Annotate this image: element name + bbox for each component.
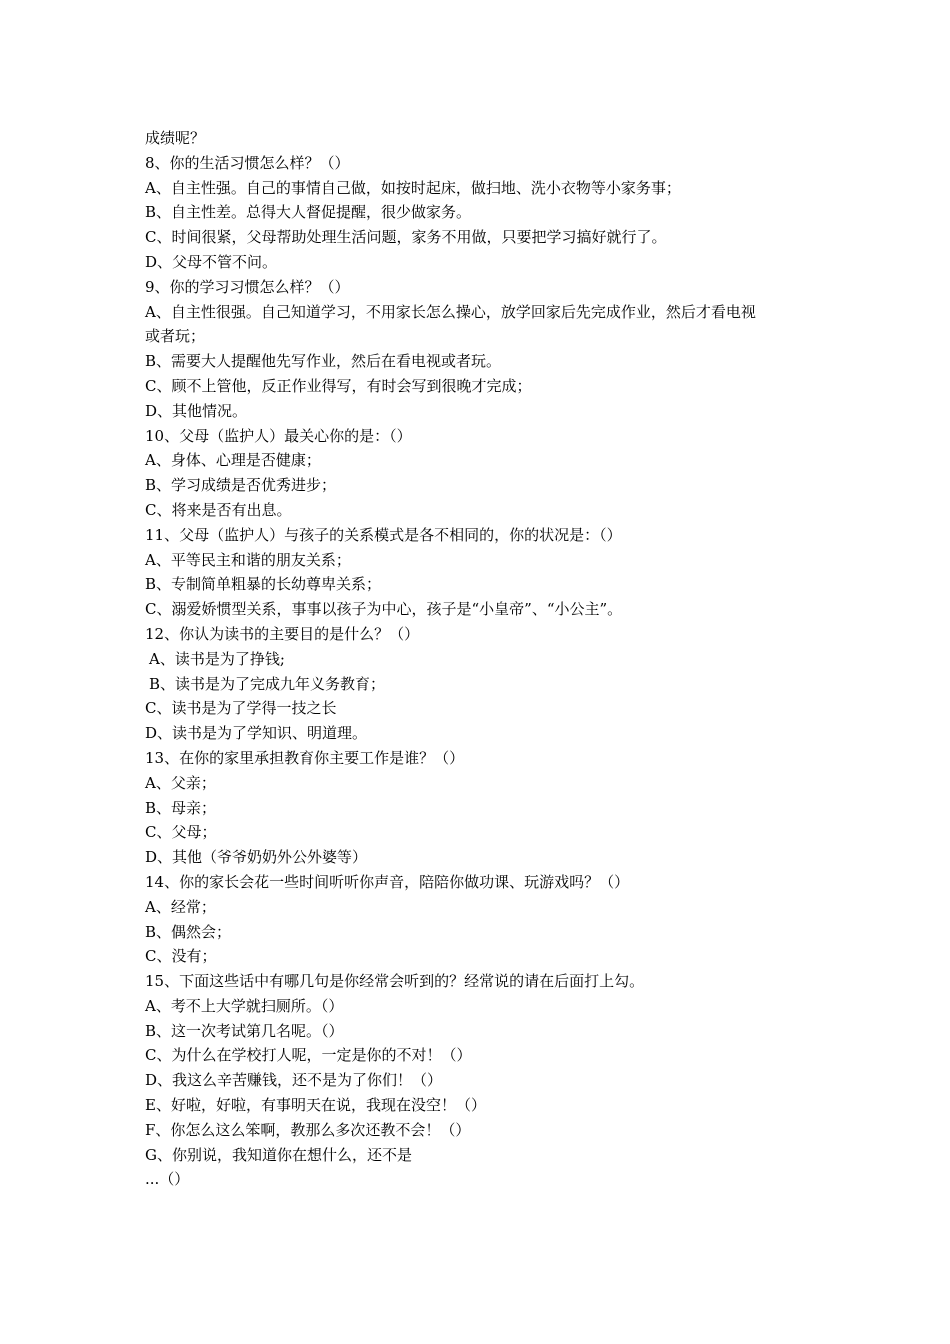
option-line: B、需要大人提醒他先写作业，然后在看电视或者玩。 xyxy=(145,352,502,371)
option-line: C、父母； xyxy=(145,823,217,842)
option-line: C、将来是否有出息。 xyxy=(145,500,292,519)
option-line: B、母亲； xyxy=(145,798,217,817)
text-line: 成绩呢？ xyxy=(145,129,206,147)
option-line: A、经常； xyxy=(145,897,216,916)
option-line: C、没有； xyxy=(145,947,217,966)
question-9: 9、你的学习习惯怎么样？（） xyxy=(145,277,350,296)
option-line: C、顾不上管他，反正作业得写，有时会写到很晚才完成； xyxy=(145,376,532,395)
option-line: B、专制简单粗暴的长幼尊卑关系； xyxy=(145,575,382,594)
option-line: A、父亲； xyxy=(145,773,216,792)
option-line: C、读书是为了学得一技之长 xyxy=(145,699,337,718)
option-line: B、学习成绩是否优秀进步； xyxy=(145,476,337,495)
option-line-continued: ...（） xyxy=(145,1170,190,1189)
question-15: 15、下面这些话中有哪几句是你经常会听到的？经常说的请在后面打上勾。 xyxy=(145,972,645,991)
option-line: D、其他（爷爷奶奶外公外婆等） xyxy=(145,848,368,867)
option-line: D、我这么辛苦赚钱，还不是为了你们！（） xyxy=(145,1071,443,1090)
question-14: 14、你的家长会花一些时间听听你声音，陪陪你做功课、玩游戏吗？（） xyxy=(145,872,630,891)
question-13: 13、在你的家里承担教育你主要工作是谁？（） xyxy=(145,748,465,767)
question-10: 10、父母（监护人）最关心你的是：（） xyxy=(145,426,412,445)
question-12: 12、你认为读书的主要目的是什么？（） xyxy=(145,624,420,643)
option-line: A、平等民主和谐的朋友关系； xyxy=(145,550,351,569)
option-line: A、考不上大学就扫厕所。（） xyxy=(145,996,344,1015)
option-line: F、你怎么这么笨啊，教那么多次还教不会！（） xyxy=(145,1120,471,1139)
option-line: D、其他情况。 xyxy=(145,401,248,420)
option-line-continued: 或者玩； xyxy=(145,327,206,346)
option-line: A、自主性很强。自己知道学习，不用家长怎么操心，放学回家后先完成作业，然后才看电视 xyxy=(145,302,756,321)
option-line: D、读书是为了学知识、明道理。 xyxy=(145,724,368,743)
question-11: 11、父母（监护人）与孩子的关系模式是各不相同的，你的状况是：（） xyxy=(145,525,622,544)
option-line: G、你别说，我知道你在想什么，还不是 xyxy=(145,1145,412,1164)
option-line: C、溺爱娇惯型关系，事事以孩子为中心，孩子是“小皇帝”、“小公主”。 xyxy=(145,600,623,619)
option-line: B、这一次考试第几名呢。（） xyxy=(145,1021,344,1040)
option-line: D、父母不管不问。 xyxy=(145,252,278,271)
option-line: B、偶然会； xyxy=(145,922,232,941)
option-line: A、读书是为了挣钱; xyxy=(149,649,285,668)
document-body xyxy=(145,126,815,1192)
question-8: 8、你的生活习惯怎么样？（） xyxy=(145,153,350,172)
option-line: B、自主性差。总得大人督促提醒，很少做家务。 xyxy=(145,203,472,222)
option-line: A、自主性强。自己的事情自己做，如按时起床，做扫地、洗小衣物等小家务事； xyxy=(145,178,681,197)
option-line: B、读书是为了完成九年义务教育； xyxy=(149,674,386,693)
option-line: A、身体、心理是否健康； xyxy=(145,451,321,470)
option-line: C、为什么在学校打人呢，一定是你的不对！（） xyxy=(145,1046,472,1065)
option-line: C、时间很紧，父母帮助处理生活问题，家务不用做，只要把学习搞好就行了。 xyxy=(145,228,667,247)
option-line: E、好啦，好啦，有事明天在说，我现在没空！（） xyxy=(145,1096,486,1115)
